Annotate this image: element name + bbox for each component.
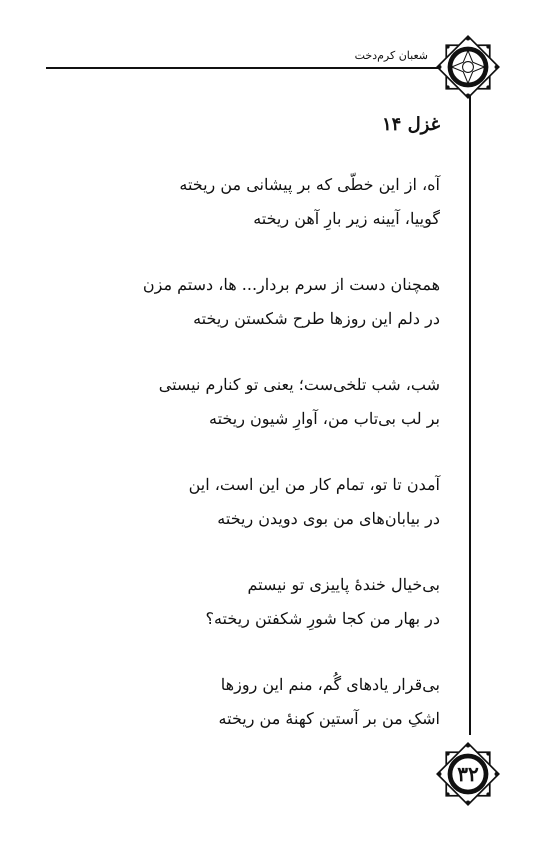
verse-line: در بیابان‌های من بوی دویدن ریخته	[217, 509, 440, 528]
header-rule	[46, 67, 438, 69]
star-ornament-icon	[434, 33, 502, 101]
running-head: شعبان کرم‌دخت	[354, 49, 428, 62]
verse-line: همچنان دست از سرم بردار... ها، دستم مزن	[142, 275, 440, 294]
stanza	[80, 368, 440, 436]
margin-rule	[469, 95, 471, 735]
verse-line: شب، شب تلخی‌ست؛ یعنی تو کنارم نیستی	[158, 375, 440, 394]
page-number: ۳۲	[457, 762, 479, 786]
poem-title: غزل ۱۴	[381, 114, 440, 135]
stanza	[80, 568, 440, 636]
verse-line: اشکِ من بر آستین کهنهٔ من ریخته	[218, 709, 440, 728]
verse-line: بی‌خیال خندهٔ پاییزی تو نیستم	[247, 575, 440, 594]
verse-line: گوییا، آیینه زیر بارِ آهن ریخته	[253, 209, 440, 228]
verse-line: آه، از این خطّی که بر پیشانی من ریخته	[179, 175, 440, 194]
stanza	[80, 468, 440, 536]
verse-line: آمدن تا تو، تمام کار من این است، این	[188, 475, 440, 494]
poem-body	[80, 168, 440, 768]
stanza	[80, 168, 440, 236]
verse-line: بی‌قرار یادهای گُم، منم این روزها	[220, 675, 440, 694]
verse-line: در دلم این روزها طرح شکستن ریخته	[193, 309, 440, 328]
verse-line: در بهار من کجا شورِ شکفتن ریخته؟	[205, 609, 440, 628]
stanza	[80, 268, 440, 336]
verse-line: بر لب بی‌تاب من، آوارِ شیون ریخته	[209, 409, 440, 428]
stanza	[80, 668, 440, 736]
